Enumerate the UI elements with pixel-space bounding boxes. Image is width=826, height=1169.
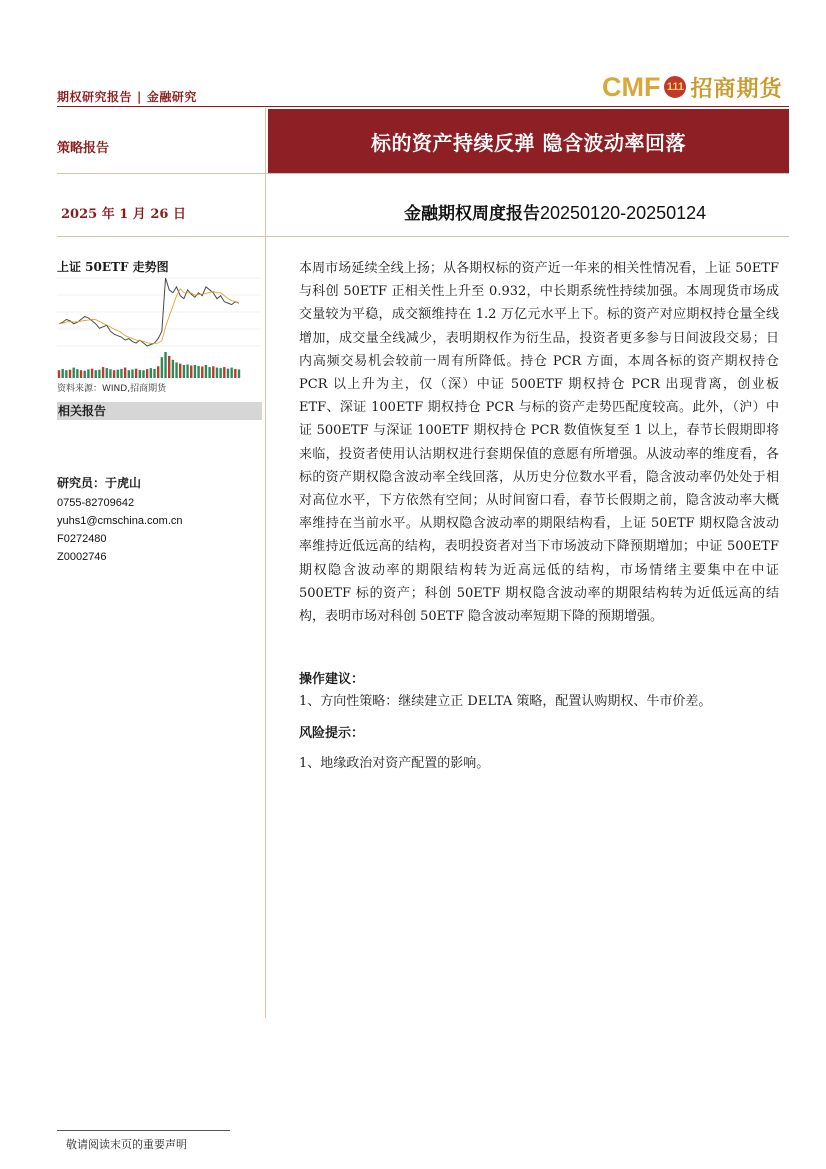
subtitle-prefix: 金融期权周度报告 [404, 204, 540, 224]
analyst-email[interactable]: yuhs1@cmschina.com.cn [57, 515, 183, 527]
volume-bar [117, 370, 119, 378]
volume-bar [216, 368, 218, 378]
analyst-phone: 0755-82709642 [57, 497, 135, 509]
volume-bar [223, 367, 225, 378]
volume-bar [142, 370, 144, 378]
volume-bar [219, 368, 221, 378]
report-date: 2025 年 1 月 26 日 [61, 207, 186, 222]
analyst-name: 研究员：于虎山 [57, 476, 142, 490]
volume-bar [172, 360, 174, 378]
volume-bar [201, 367, 203, 378]
subtitle-range: 20250120-20250124 [540, 203, 707, 223]
volume-bar [61, 369, 63, 378]
volume-bar [197, 366, 199, 378]
header-category [57, 88, 197, 105]
volume-bar [227, 369, 229, 378]
report-subtitle [404, 199, 706, 224]
volume-bar [76, 369, 78, 378]
volume-bar [230, 368, 232, 378]
volume-bar [157, 366, 159, 378]
volume-bar [80, 370, 82, 378]
volume-bar [183, 365, 185, 378]
volume-bar [120, 369, 122, 378]
volume-bar [234, 369, 236, 378]
analyst-license-f: F0272480 [57, 533, 107, 545]
volume-bar [91, 369, 93, 378]
summary-paragraph: 本周市场延续全线上扬；从各期权标的资产近一年来的相关性情况看，上证 50ETF 与科创 50ETF 正相关性上升至 0.932，中长期系统性持续加强。本周现货市场成交量较为平稳，成交额维持在 1.2 万亿元水平上下。标的资产对应期权持仓量全线增加，成交量全线减少，表明期权作为衍生品，投资者更多参与日间波段交易；日内高频交易机会较前一周有所降低。持仓 PCR 方面，本周各标的资产期权持仓 PCR 以上升为主，仅（深）中证 500ETF 期权持仓 PCR 出现背离，创业板 ETF、深证 100ETF 期权持仓 PCR 与标的资产走势匹配度较高。此外，（沪）中证 500ETF 与深证 100ETF 期权持仓 PCR 数值恢复至 1 以上，春节长假期即将来临，投资者使用认沽期权进行套期保值的意愿有所增强。从波动率的维度看，各标的资产期权隐含波动率全线回落，从历史分位数水平看，隐含波动率仍处处于相对高位水平，下方依然有空间；从时间窗口看，春节长假期之前，隐含波动率大概率维持在当前水平。从期权隐含波动率的期限结构看，上证 50ETF 期权隐含波动率维持近低远高的结构，表明投资者对当下市场波动下降预期增加；中证 500ETF 期权隐含波动率的期限结构转为近高远低的结构，市场情绪主要集中在中证 500ETF 标的资产；科创 50ETF 期权隐含波动率的期限结构转为近低远高的结构，表明市场对科创 50ETF 隐含波动率短期下降的预期增强。 [299, 261, 779, 625]
volume-bar [175, 362, 177, 378]
volume-bar [150, 368, 152, 378]
volume-bar [87, 369, 89, 378]
volume-bar [153, 369, 155, 378]
risk-heading: 风险提示： [299, 726, 365, 741]
volume-bar [190, 366, 192, 378]
header-divider [57, 106, 789, 107]
volume-bar [69, 370, 71, 378]
volume-bar [128, 370, 130, 378]
volume-bar [194, 365, 196, 378]
page-title: 标的资产持续反弹 隐含波动率回落 [371, 130, 686, 155]
volume-bar [238, 369, 240, 378]
volume-bar [212, 366, 214, 378]
volume-bar [135, 369, 137, 378]
company-logo [602, 70, 783, 104]
volume-bar [161, 357, 163, 378]
advice-text: 1、方向性策略：继续建立正 DELTA 策略，配置认购期权、牛市价差。 [299, 694, 712, 709]
title-banner [268, 109, 789, 173]
volume-bar [179, 364, 181, 378]
volume-bar [95, 370, 97, 378]
chart-source: 资料来源：WIND,招商期货 [57, 384, 167, 394]
volume-bar [208, 367, 210, 378]
logo-badge-icon: 111 [664, 76, 686, 98]
chart-title: 上证 50ETF 走势图 [57, 260, 169, 274]
risk-text: 1、地缘政治对资产配置的影响。 [299, 756, 490, 771]
volume-bar [139, 370, 141, 378]
related-reports-heading: 相关报告 [57, 402, 262, 420]
moving-average-line [59, 289, 239, 344]
volume-bar [186, 364, 188, 378]
report-type: 策略报告 [57, 141, 110, 156]
title-divider [57, 173, 789, 174]
volume-bar [72, 368, 74, 378]
etf-trend-chart [57, 274, 261, 382]
volume-bar [109, 369, 111, 378]
logo-en: CMF [602, 71, 661, 102]
analyst-license-z: Z0002746 [57, 551, 107, 563]
volume-bar [102, 367, 104, 378]
volume-bar [65, 370, 67, 378]
footer-divider [57, 1130, 230, 1131]
column-divider [265, 108, 266, 1018]
volume-bar [106, 368, 108, 378]
volume-bar [131, 369, 133, 378]
header-separator: | [137, 90, 142, 104]
volume-bar [146, 369, 148, 378]
volume-bar [98, 370, 100, 378]
volume-bar [168, 356, 170, 378]
volume-bar [58, 370, 60, 378]
volume-bar [113, 370, 115, 378]
logo-cn: 招商期货 [690, 75, 783, 102]
volume-bar [124, 368, 126, 378]
volume-bar [164, 352, 166, 378]
header-subcategory-label: 金融研究 [146, 90, 197, 104]
volume-bar [205, 365, 207, 378]
advice-heading: 操作建议： [299, 672, 365, 687]
subtitle-divider [57, 236, 789, 237]
header-category-label: 期权研究报告 [57, 90, 133, 104]
footer-disclaimer: 敬请阅读末页的重要声明 [66, 1138, 187, 1151]
volume-bar [84, 371, 86, 378]
summary-body [299, 257, 779, 628]
